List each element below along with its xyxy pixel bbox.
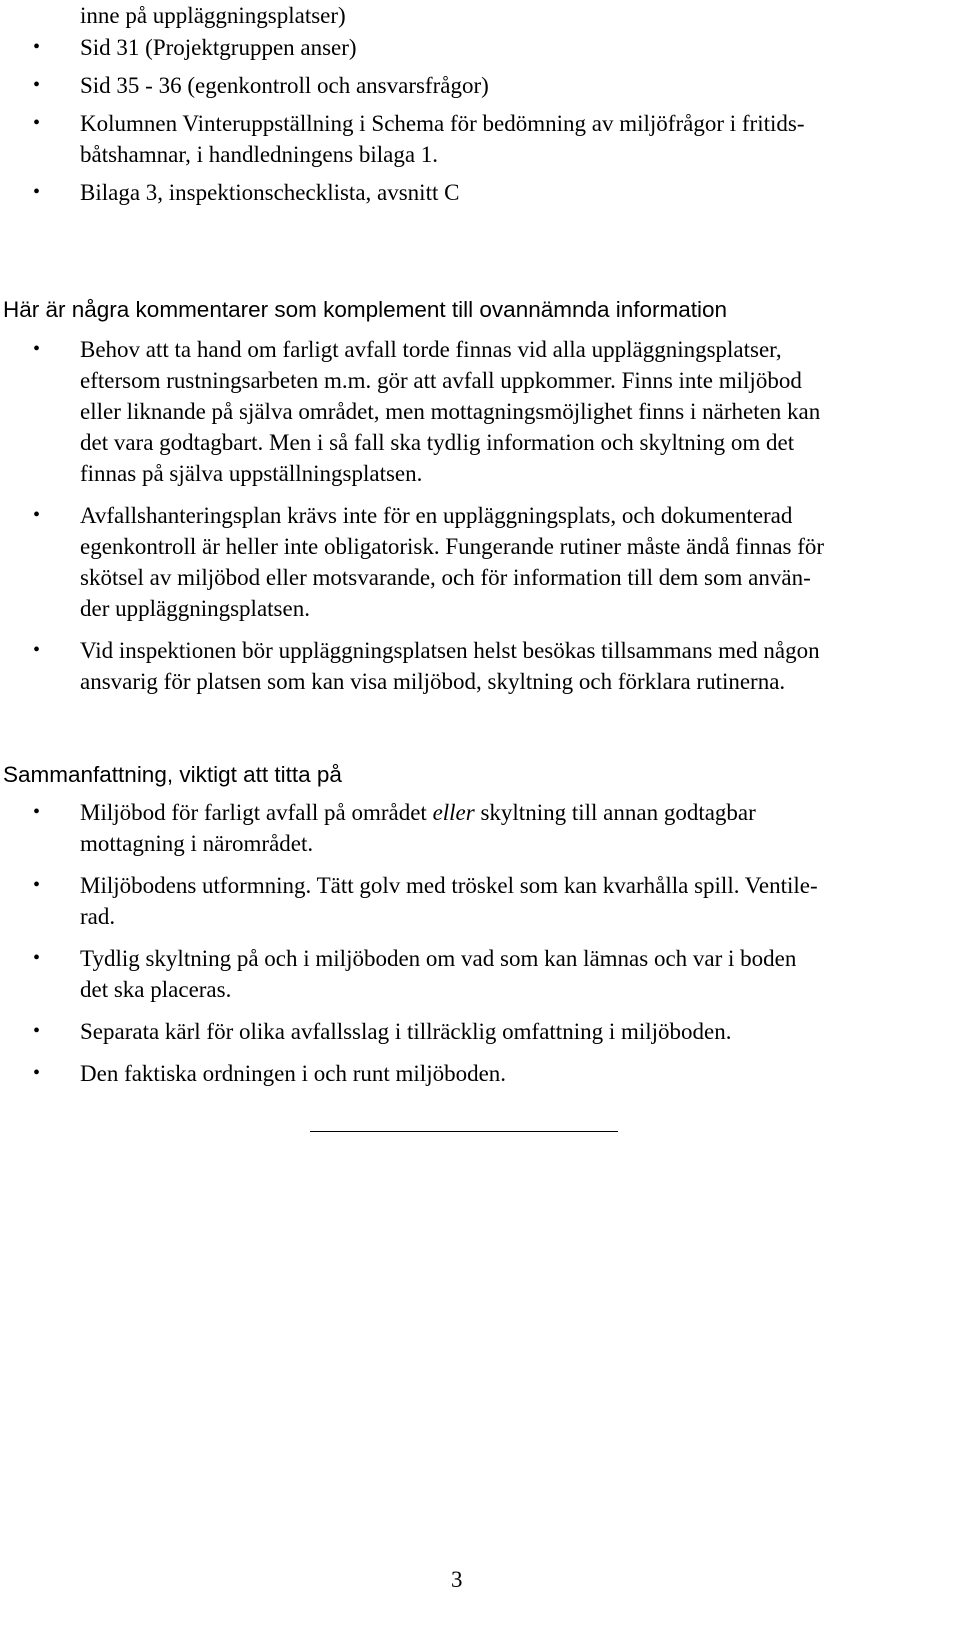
list-item — [0, 177, 880, 208]
list-item-text — [80, 177, 880, 208]
list-item-text — [80, 635, 880, 697]
bullet-icon: • — [33, 639, 41, 661]
list-item — [0, 108, 880, 170]
text-line: båtshamnar, i handledningens bilaga 1. — [80, 142, 439, 167]
bullet-icon: • — [33, 874, 41, 896]
comments-list — [0, 334, 880, 708]
list-item — [0, 32, 880, 63]
text-line: Sid 31 (Projektgruppen anser) — [80, 35, 357, 60]
list-item — [0, 797, 880, 859]
summary-list — [0, 797, 880, 1100]
list-item — [0, 334, 880, 489]
text-line: Tydlig skyltning på och i miljöboden om vad som kan lämnas och var i boden — [80, 946, 797, 971]
bullet-icon: • — [33, 801, 41, 823]
text-line: det ska placeras. — [80, 977, 232, 1002]
text-line: Avfallshanteringsplan krävs inte för en uppläggningsplats, och dokumenterad — [80, 503, 793, 528]
reference-list — [0, 32, 880, 215]
section-divider — [310, 1131, 618, 1132]
list-item — [0, 870, 880, 932]
text-line: eftersom rustningsarbeten m.m. gör att avfall uppkommer. Finns inte miljöbod — [80, 368, 802, 393]
text-line: skötsel av miljöbod eller motsvarande, och för information till dem som använ- — [80, 565, 811, 590]
list-item-text — [80, 500, 880, 624]
text-line — [80, 797, 880, 828]
list-item-text — [80, 334, 880, 489]
bullet-icon: • — [33, 1020, 41, 1042]
text-line: Vid inspektionen bör uppläggningsplatsen helst besökas tillsammans med någon — [80, 638, 820, 663]
text-line: Kolumnen Vinteruppställning i Schema för bedömning av miljöfrågor i fritids- — [80, 111, 805, 136]
list-item-text — [80, 1016, 880, 1047]
list-item — [0, 500, 880, 624]
bullet-icon: • — [33, 36, 41, 58]
text-line: egenkontroll är heller inte obligatorisk. Fungerande rutiner måste ändå finnas för — [80, 534, 825, 559]
text-line: Bilaga 3, inspektionschecklista, avsnitt C — [80, 180, 460, 205]
list-item-text — [80, 1058, 880, 1089]
summary-heading: Sammanfattning, viktigt att titta på — [3, 762, 342, 787]
comments-heading: Här är några kommentarer som komplement till ovannämnda information — [3, 297, 728, 322]
text-line: ansvarig för platsen som kan visa miljöbod, skyltning och förklara rutinerna. — [80, 669, 786, 694]
bullet-icon: • — [33, 947, 41, 969]
bullet-icon: • — [33, 181, 41, 203]
text-line: eller liknande på själva området, men mottagningsmöjlighet finns i närheten kan — [80, 399, 821, 424]
text-line: Miljöbodens utformning. Tätt golv med tröskel som kan kvarhålla spill. Ventile- — [80, 873, 818, 898]
text-line: Den faktiska ordningen i och runt miljöboden. — [80, 1061, 507, 1086]
bullet-icon: • — [33, 504, 41, 526]
bullet-icon: • — [33, 74, 41, 96]
list-item-text — [80, 870, 880, 932]
list-item-text — [80, 943, 880, 1005]
text-segment: skyltning till annan godtagbar — [474, 800, 756, 825]
bullet-icon: • — [33, 1062, 41, 1084]
page-number: 3 — [451, 1567, 463, 1592]
list-item-text — [80, 108, 880, 170]
list-item — [0, 1016, 880, 1047]
list-item-text — [80, 70, 880, 101]
text-line: mottagning i närområdet. — [80, 831, 314, 856]
list-item-text — [80, 32, 880, 63]
list-item — [0, 635, 880, 697]
text-line: Behov att ta hand om farligt avfall torde finnas vid alla uppläggningsplatser, — [80, 337, 782, 362]
list-item — [0, 943, 880, 1005]
continuation-line: inne på uppläggningsplatser) — [80, 3, 346, 28]
bullet-icon: • — [33, 112, 41, 134]
text-line: der uppläggningsplatsen. — [80, 596, 310, 621]
text-line: Sid 35 - 36 (egenkontroll och ansvarsfrågor) — [80, 73, 489, 98]
text-line: det vara godtagbart. Men i så fall ska tydlig information och skyltning om det — [80, 430, 795, 455]
list-item-text — [80, 797, 880, 859]
list-item — [0, 1058, 880, 1089]
list-item — [0, 70, 880, 101]
bullet-icon: • — [33, 338, 41, 360]
emphasis-text: eller — [432, 800, 475, 825]
text-line: finnas på själva uppställningsplatsen. — [80, 461, 423, 486]
text-line: Separata kärl för olika avfallsslag i tillräcklig omfattning i miljöboden. — [80, 1019, 732, 1044]
text-segment: Miljöbod för farligt avfall på området — [80, 800, 433, 825]
text-line: rad. — [80, 904, 116, 929]
